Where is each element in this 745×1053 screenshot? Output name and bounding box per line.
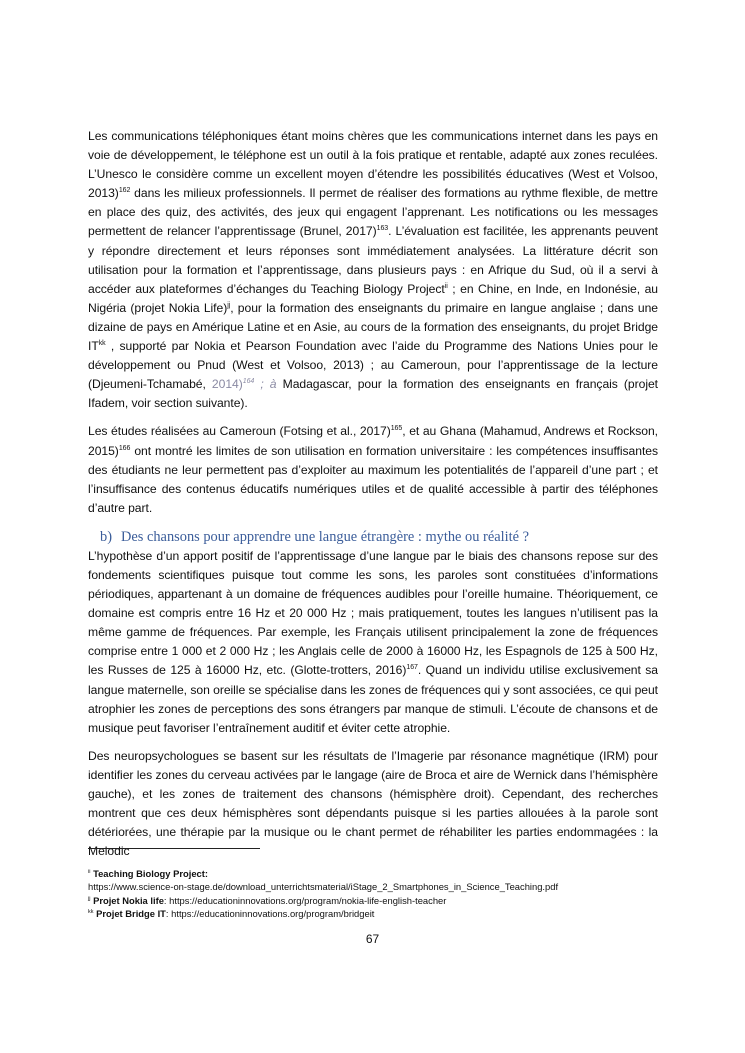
text-run: dans les milieux professionnels. Il permet de réaliser des formations au rythme flexible, de mettre en place des quiz, des activités, des jeux qui engagent l’apprenant. Les notifications ou les messages permettent de relancer l’apprentissage (Brunel, 2017) — [88, 186, 658, 239]
text-run: , et au Ghana (Mahamud, Andrews et Rockson, 2015) — [88, 424, 659, 458]
footnote-item — [88, 867, 668, 880]
footnote-title: Projet Bridge IT — [96, 908, 166, 920]
text-run: . Quand un individu utilise exclusivement sa langue maternelle, son oreille se spécialise dans les zones de fréquences qui y sont associées, ce qui peut atrophier les zones de perceptions des sons étrangers par manque de stimuli. L’écoute de chansons et de musique peut favoriser l’entraînement auditif et éviter cette atrophie. — [88, 663, 658, 735]
paragraph-neuropsychology — [88, 747, 658, 862]
paragraph-frequencies — [88, 547, 658, 738]
heading-title: Des chansons pour apprendre une langue étrangère : mythe ou réalité ? — [121, 528, 529, 545]
text-run: L’hypothèse d’un apport positif de l’apprentissage d’une langue par le biais des chansons repose sur des fondements scientifiques puisque tout comme les sons, les paroles sont constituées d’informations périodiques, appartenant à un domaine de fréquences audibles pour l’oreille humaine. Théoriquement, ce domaine est compris entre 16 Hz et 20 000 Hz ; mais pratiquement, toutes les langues n’utilisent pas la même gamme de fréquences. Par exemple, les Français utilisent principalement la zone de fréquences comprise entre 1 000 et 2 000 Hz ; les Anglais celle de 2000 à 16000 Hz, les Espagnols de 125 à 500 Hz, les Russes de 125 à 16000 Hz, etc. (Glotte-trotters, 2016) — [88, 548, 658, 678]
text-run: ; en Chine, en Inde, en Indonésie, au Nigéria (projet Nokia Life) — [88, 281, 658, 315]
text-run: Les études réalisées au Cameroun (Fotsing et al., 2017) — [88, 424, 391, 439]
reference-number: 165 — [390, 425, 403, 433]
text-run: Les communications téléphoniques étant moins chères que les communications internet dans les pays en voie de développement, le téléphone est un outil à la fois pratique et rentable, adapté aux zones reculées. L’Unesco le considère comme un excellent moyen d’étendre les possibilités éducatives (West et Volsoo, 2013) — [88, 129, 658, 201]
page-number: 67 — [365, 932, 380, 946]
footnote-link[interactable]: : https://educationinnovations.org/program/nokia-life-english-teacher — [163, 894, 447, 906]
footnote-marker: kk — [98, 339, 106, 347]
footnote-title: Projet Nokia life — [93, 894, 164, 906]
faded-year: 2014) — [211, 377, 243, 392]
footnote-item — [88, 880, 668, 893]
text-run: , supporté par Nokia et Pearson Foundation avec l’aide du Programme des Nations Unies pour le développement ou Pnud (West et Volsoo, 2013) ; au Cameroun, pour l’apprentissage de la lecture (Djeumeni-Tchamabé, — [88, 339, 658, 392]
heading-marker: b) — [100, 528, 112, 545]
footnote-item — [88, 894, 668, 907]
text-run: ont montré les limites de son utilisation en formation universitaire : les compétences insuffisantes des étudiants ne leur permettent pas d’exploiter au maximum les potentialités de l’appareil d’une part ; et l’insuffisance des contenus éducatifs numériques utiles et de qualité accessible à partir des téléphones d’autre part. — [88, 443, 658, 515]
faded-text: ; à — [254, 377, 277, 392]
reference-number: 167 — [406, 664, 418, 672]
footnote-mark: ii — [88, 868, 91, 875]
faded-citation — [212, 377, 277, 391]
footnote-item — [88, 907, 668, 920]
footnote-separator — [88, 848, 260, 849]
footnote-mark: jj — [88, 895, 91, 902]
paragraph-mobile-learning — [88, 127, 658, 413]
footnotes — [88, 867, 668, 921]
footnote-marker: jj — [227, 301, 231, 309]
reference-number: 163 — [376, 225, 389, 233]
text-run: Des neuropsychologues se basent sur les résultats de l’Imagerie par résonance magnétique (IRM) pour identifier les zones du cerveau activées par le langage (aire de Broca et aire de Wernick dans l’hémisphère gauche), et les zones de traitement des chansons (hémisphère droit). Cependant, des recherches montrent que ces deux hémisphères sont dépendants puisque si les parties allouées à la parole sont détériorées, une thérapie par la musique ou le chant permet de réhabiliter les parties endommagées : la Melodic — [88, 748, 658, 859]
reference-number: 164 — [242, 378, 255, 386]
footnote-mark: kk — [88, 909, 94, 916]
text-run: . L’évaluation est facilitée, les apprenants peuvent y répondre directement et leurs réponses sont immédiatement analysées. La littérature décrit son utilisation pour la formation et l’apprentissage, dans plusieurs pays : en Afrique du Sud, où il a servi à accéder aux plateformes d’échanges du Teaching Biology Project — [88, 224, 658, 296]
footnote-title: Teaching Biology Project: — [93, 868, 209, 879]
text-run: , pour la formation des enseignants du primaire en langue anglaise ; dans une dizaine de pays en Amérique Latine et en Asie, au cours de la formation des enseignants, du projet Bridge IT — [88, 300, 658, 354]
body-text — [88, 127, 658, 870]
footnote-link[interactable]: https://www.science-on-stage.de/download_unterrichtsmaterial/iStage_2_Smartphones_in_Science_Teaching.pdf — [88, 881, 559, 893]
paragraph-studies — [88, 422, 658, 517]
text-run: Madagascar, pour la formation des enseignants en français (projet Ifadem, voir section suivante). — [88, 377, 658, 411]
reference-number: 166 — [118, 444, 131, 452]
footnote-marker: ii — [444, 282, 448, 290]
footnote-link[interactable]: : https://educationinnovations.org/program/bridgeit — [165, 908, 375, 920]
section-heading — [100, 527, 658, 547]
reference-number: 162 — [118, 187, 131, 195]
